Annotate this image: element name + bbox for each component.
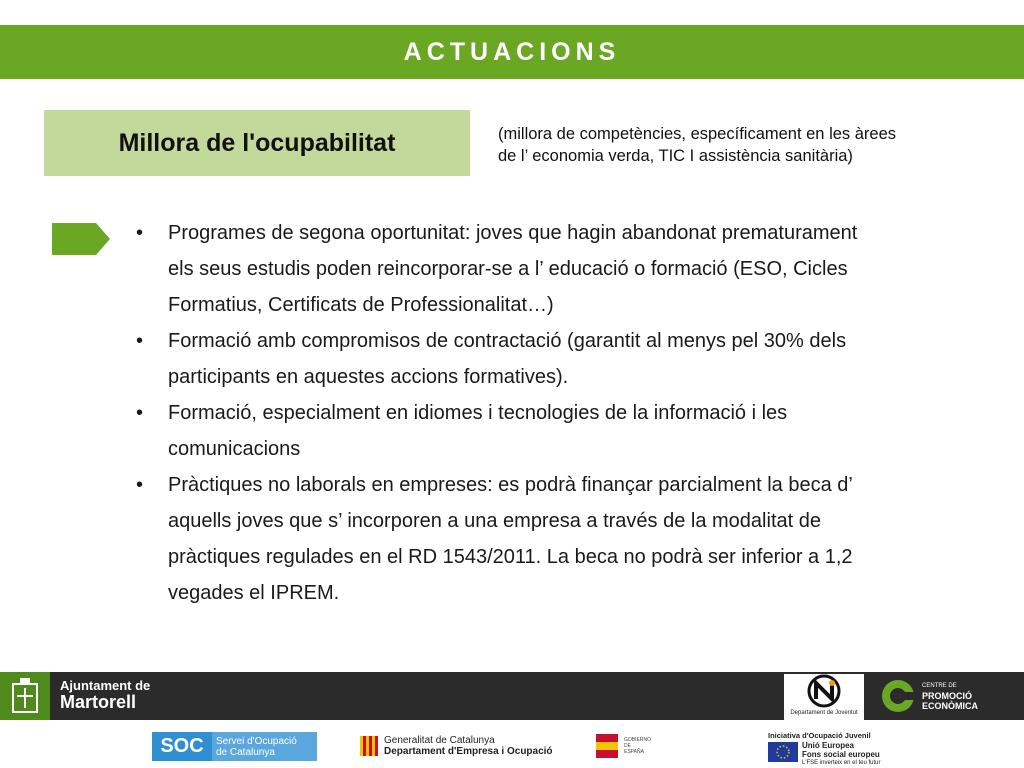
- ajuntament-crest-icon: [0, 672, 50, 720]
- soc-logo: [152, 732, 317, 761]
- list-item: [136, 215, 966, 323]
- gov-text: GOBIERNO DE ESPAÑA: [624, 737, 651, 755]
- bullet-icon: •: [136, 402, 144, 424]
- ajuntament-logo: [60, 678, 150, 710]
- ajuntament-line: Ajuntament de: [60, 678, 151, 693]
- cpe-logo: [880, 674, 1020, 718]
- bullet-line: Formació amb compromisos de contractació (garantit al menys pel 30% dels: [168, 330, 847, 352]
- departament-joventut-logo: [784, 674, 864, 720]
- generalitat-logo: [360, 735, 553, 757]
- soc-short: SOC: [152, 732, 212, 761]
- cpe-line: PROMOCIÓ: [922, 691, 973, 701]
- page-title: ACTUACIONS: [403, 37, 621, 66]
- list-item: [136, 323, 966, 395]
- gen-line: Generalitat de Catalunya: [384, 735, 495, 746]
- footer-logo-bar: [0, 672, 1024, 720]
- section-title: Millora de l'ocupabilitat: [118, 128, 396, 157]
- ajuntament-name: Martorell: [60, 692, 137, 712]
- eu-line: Fons social europeu: [802, 750, 880, 759]
- bullet-line: comunicacions: [168, 438, 301, 460]
- eu-flag-icon: [768, 742, 798, 762]
- joventut-caption: Departament de Joventut: [790, 710, 858, 716]
- gen-line: Departament d'Empresa i Ocupació: [384, 746, 553, 757]
- bullet-list: [136, 215, 966, 611]
- senyera-icon: [360, 736, 378, 756]
- bullet-line: els seus estudis poden reincorporar-se a l’ educació o formació (ESO, Cicles: [168, 258, 848, 280]
- bullet-line: vegades el IPREM.: [168, 582, 340, 604]
- bullet-line: Pràctiques no laborals en empreses: es podrà finançar parcialment la beca d’: [168, 474, 853, 496]
- eu-head: Iniciativa d'Ocupació Juvenil: [768, 731, 871, 740]
- gobierno-espana-logo: [596, 733, 720, 759]
- bullet-line: Formatius, Certificats de Professionalitat…): [168, 294, 554, 316]
- bullet-icon: •: [136, 474, 144, 496]
- bullet-line: pràctiques regulades en el RD 1543/2011. La beca no podrà ser inferior a 1,2: [168, 546, 853, 568]
- header-banner: [0, 25, 1024, 79]
- joventut-emblem-icon: [804, 674, 844, 708]
- eu-line: Unió Europea: [802, 741, 855, 750]
- eu-fse-logo: [768, 731, 908, 765]
- bullet-line: aquells joves que s’ incorporen a una empresa a través de la modalitat de: [168, 510, 821, 532]
- cpe-line: ECONÒMICA: [922, 701, 978, 711]
- section-note-line: de l’ economia verda, TIC I assistència sanitària): [498, 147, 853, 165]
- bullet-icon: •: [136, 330, 144, 352]
- list-item: [136, 395, 966, 467]
- section-title-box: [44, 110, 470, 176]
- bullet-line: Formació, especialment en idiomes i tecnologies de la informació i les: [168, 402, 788, 424]
- soc-line: Servei d'Ocupació: [216, 735, 297, 747]
- eu-line: L'FSE inverteix en el teu futur: [802, 760, 881, 766]
- section-note-line: (millora de competències, específicament en les àrees: [498, 125, 897, 143]
- cpe-line: CENTRE DE: [922, 683, 957, 689]
- soc-line: de Catalunya: [216, 746, 275, 758]
- spain-shield-icon: [596, 734, 618, 758]
- section-note: [498, 123, 998, 167]
- bullet-line: participants en aquestes accions formatives).: [168, 366, 569, 388]
- bullet-line: Programes de segona oportunitat: joves que hagin abandonat prematurament: [168, 222, 858, 244]
- bullet-icon: •: [136, 222, 144, 244]
- arrow-marker-icon: [52, 223, 110, 255]
- list-item: [136, 467, 966, 611]
- cpe-emblem-icon: [880, 678, 916, 714]
